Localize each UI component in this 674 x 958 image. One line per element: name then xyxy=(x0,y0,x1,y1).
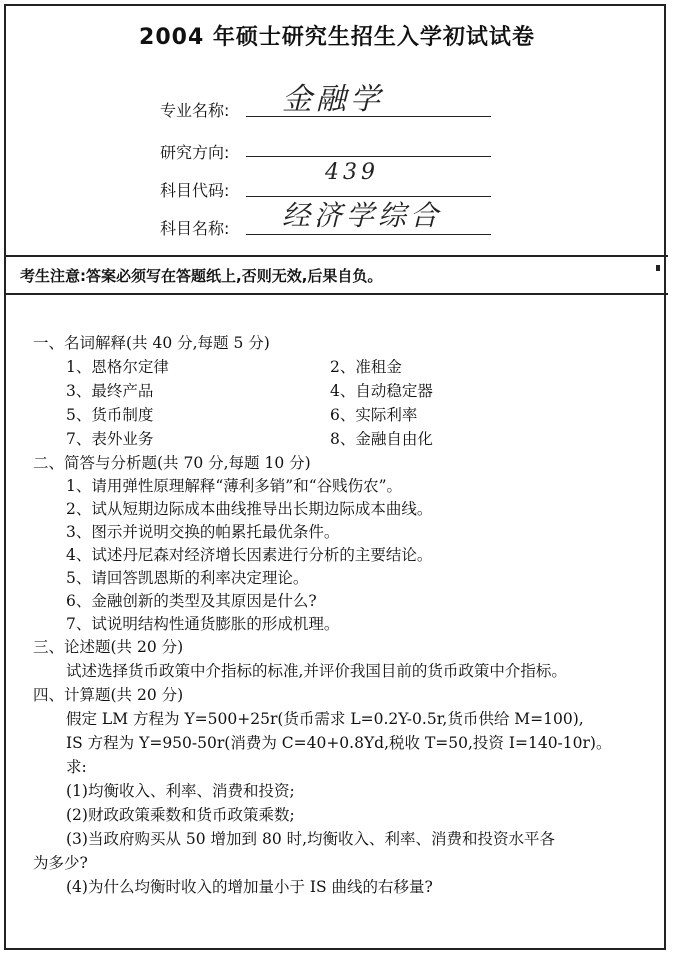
term-item: 1、恩格尔定律 xyxy=(66,358,169,376)
essay-question: 试述选择货币政策中介指标的标准,并评价我国目前的货币政策中介指标。 xyxy=(66,662,567,680)
exam-title: 2004 年硕士研究生招生入学初试试卷 xyxy=(139,25,535,50)
question-item: 3、图示并说明交换的帕累托最优条件。 xyxy=(66,523,340,541)
calc-line: 为多少? xyxy=(33,854,88,872)
term-item: 7、表外业务 xyxy=(66,430,154,448)
calc-line: (4)为什么均衡时收入的增加量小于 IS 曲线的右移量? xyxy=(66,878,433,896)
section-2-heading: 二、简答与分析题(共 70 分,每题 10 分) xyxy=(33,454,311,472)
calc-line: (2)财政政策乘数和货币政策乘数; xyxy=(66,806,295,824)
term-item: 3、最终产品 xyxy=(66,382,154,400)
term-item: 5、货币制度 xyxy=(66,406,154,424)
notice-text: 考生注意:答案必须写在答题纸上,否则无效,后果自负。 xyxy=(20,267,383,285)
calc-line: 假定 LM 方程为 Y=500+25r(货币需求 L=0.2Y-0.5r,货币供给 M=100), xyxy=(66,710,584,728)
term-item: 8、金融自由化 xyxy=(330,430,433,448)
scan-mark xyxy=(656,265,660,271)
major-line xyxy=(246,116,491,117)
calc-line: (1)均衡收入、利率、消费和投资; xyxy=(66,782,295,800)
direction-line xyxy=(246,156,491,157)
term-item: 4、自动稳定器 xyxy=(330,382,433,400)
question-item: 5、请回答凯恩斯的利率决定理论。 xyxy=(66,569,309,587)
calc-line: 求: xyxy=(66,758,87,776)
question-item: 4、试述丹尼森对经济增长因素进行分析的主要结论。 xyxy=(66,546,433,564)
code-value: 439 xyxy=(325,160,379,185)
notice-bar xyxy=(6,255,668,295)
question-item: 2、试从短期边际成本曲线推导出长期边际成本曲线。 xyxy=(66,500,433,518)
major-label: 专业名称: xyxy=(160,101,230,120)
subject-label: 科目名称: xyxy=(160,219,230,238)
code-label: 科目代码: xyxy=(160,181,230,200)
direction-label: 研究方向: xyxy=(160,143,230,162)
term-item: 2、准租金 xyxy=(330,358,402,376)
section-4-heading: 四、计算题(共 20 分) xyxy=(33,686,184,704)
subject-line xyxy=(246,234,491,235)
major-value: 金融学 xyxy=(282,82,384,117)
question-item: 7、试说明结构性通货膨胀的形成机理。 xyxy=(66,615,340,633)
section-3-heading: 三、论述题(共 20 分) xyxy=(33,638,184,656)
term-item: 6、实际利率 xyxy=(330,406,418,424)
calc-line: IS 方程为 Y=950-50r(消费为 C=40+0.8Yd,税收 T=50,投资 I=140-10r)。 xyxy=(66,734,612,752)
question-item: 1、请用弹性原理解释“薄利多销”和“谷贱伤农”。 xyxy=(66,477,403,495)
section-1-heading: 一、名词解释(共 40 分,每题 5 分) xyxy=(33,334,270,352)
question-item: 6、金融创新的类型及其原因是什么? xyxy=(66,592,317,610)
calc-line: (3)当政府购买从 50 增加到 80 时,均衡收入、利率、消费和投资水平各 xyxy=(66,830,556,848)
subject-value: 经济学综合 xyxy=(282,199,443,232)
